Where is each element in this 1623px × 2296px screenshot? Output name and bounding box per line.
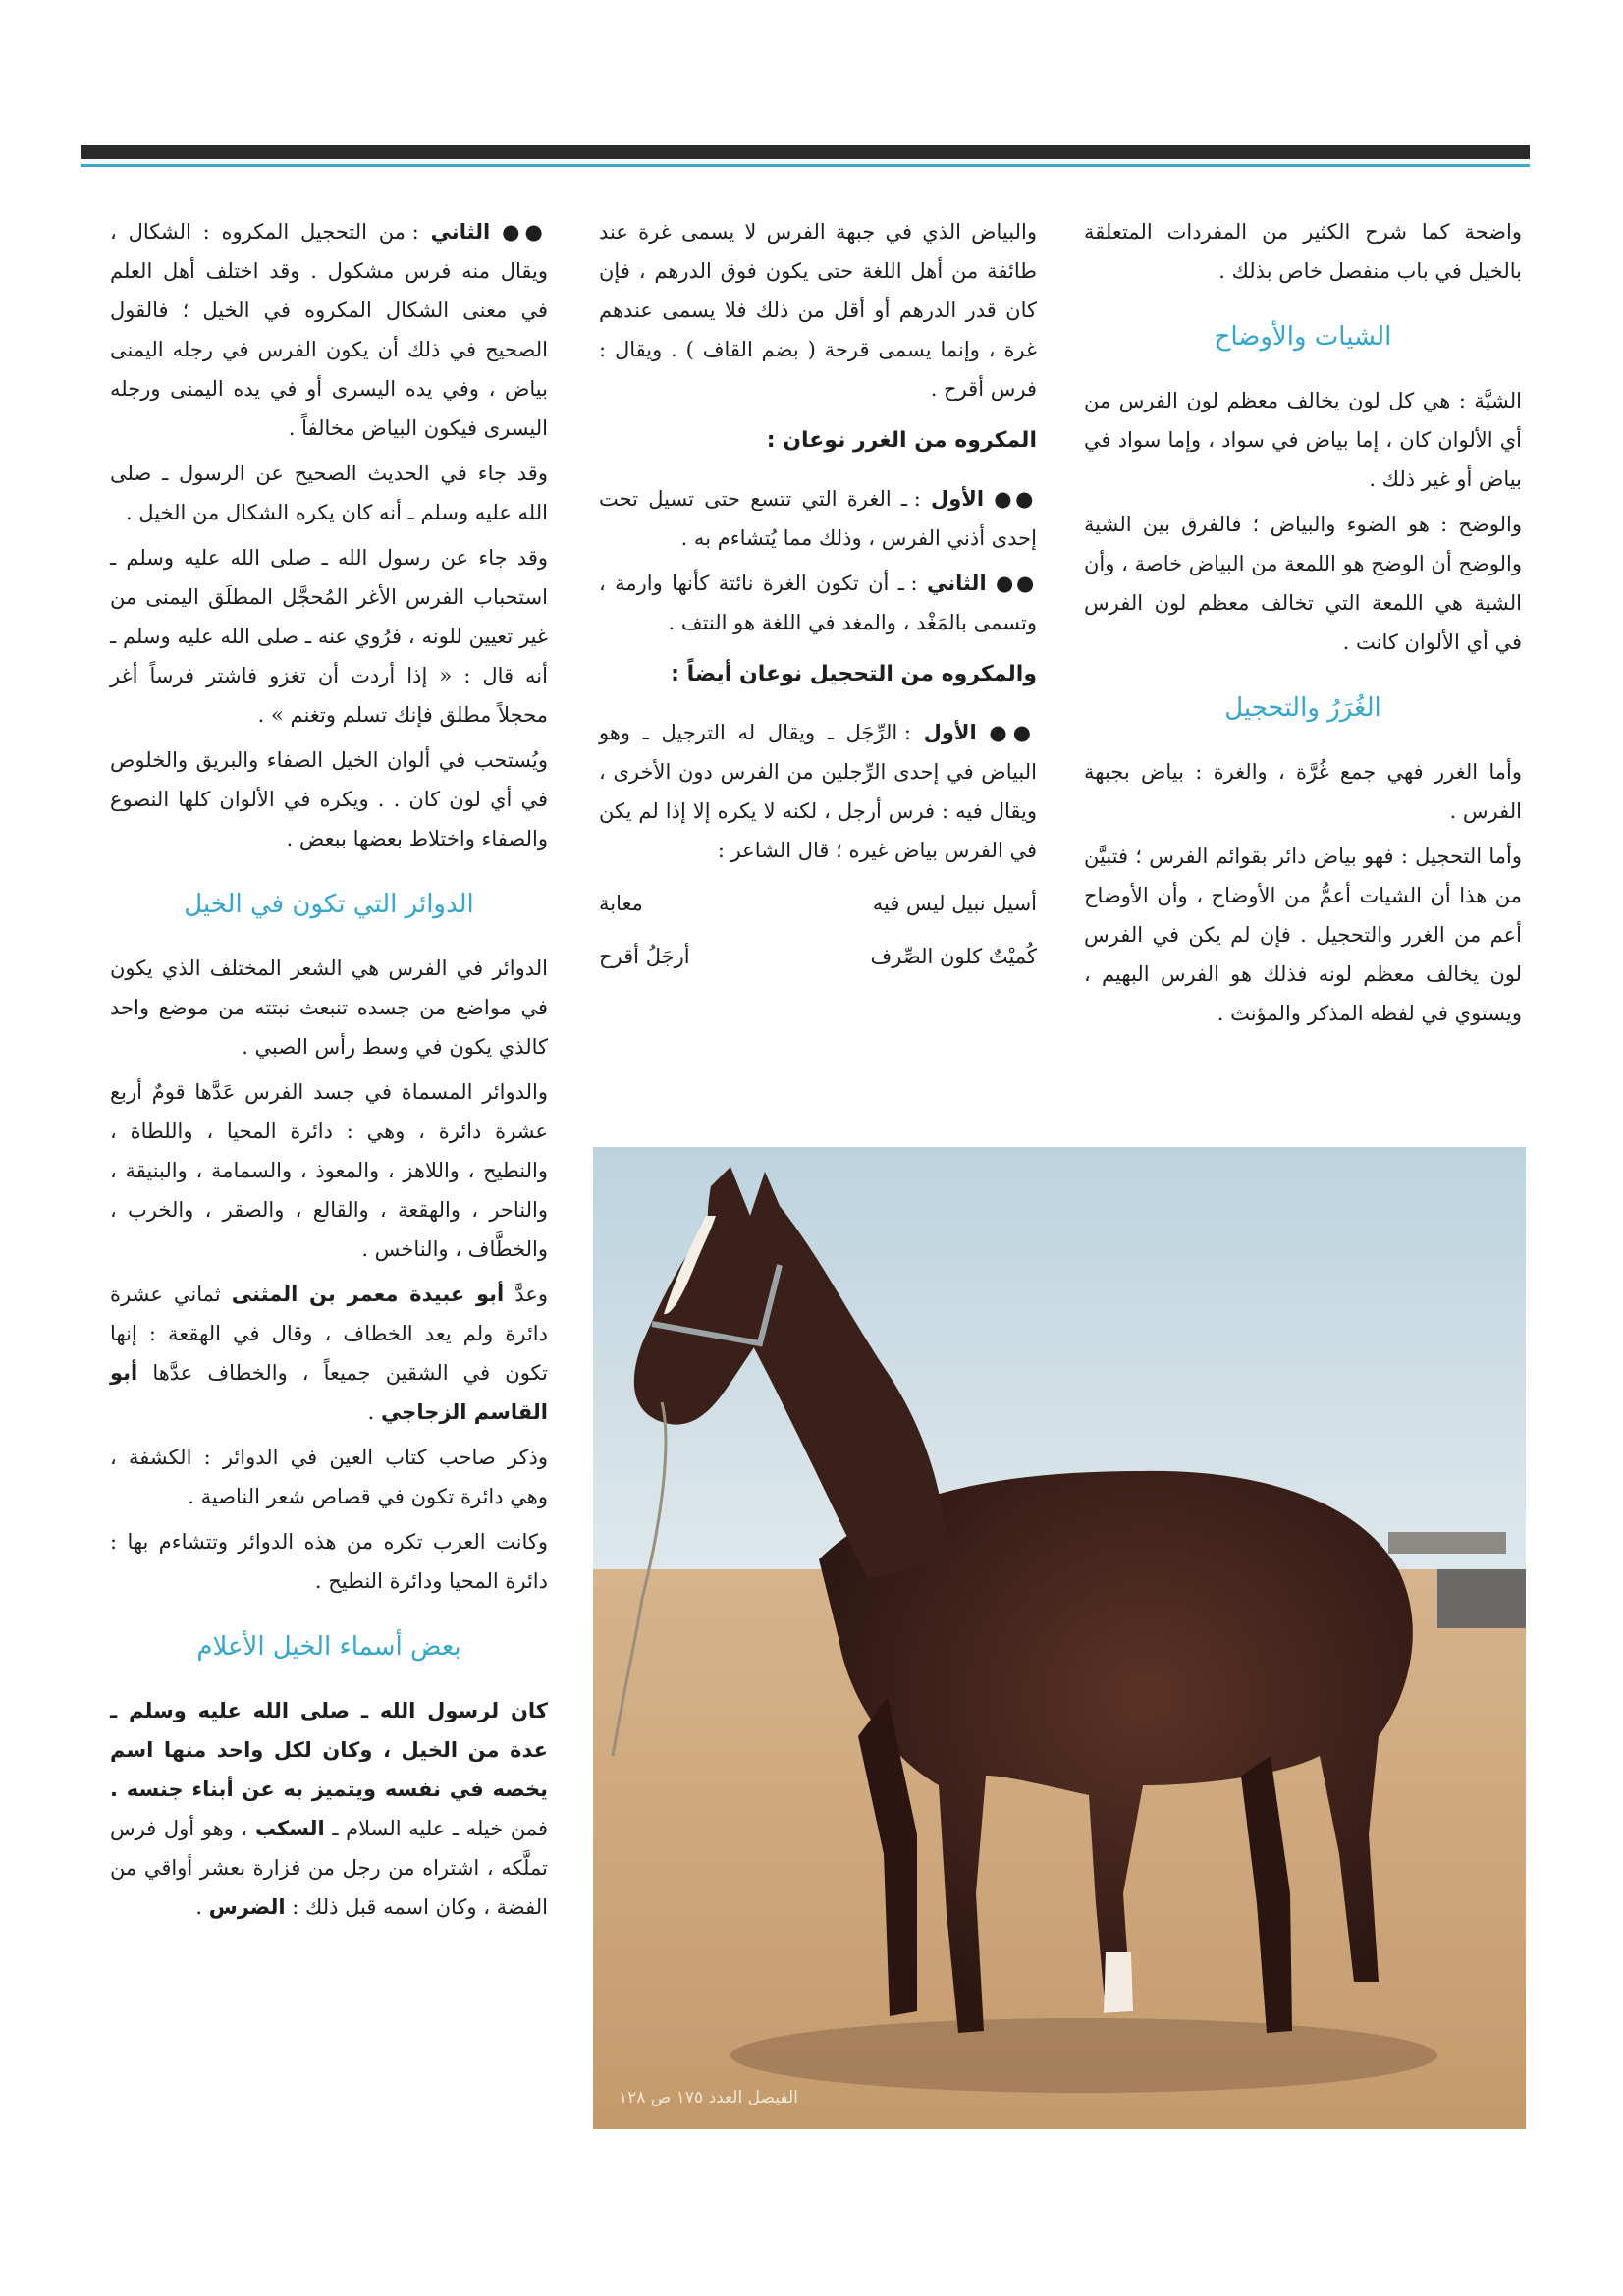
poem-line — [599, 884, 1037, 923]
name-zajjaji: أبو القاسم الزجاجي — [110, 1361, 548, 1424]
paragraph-colors: ويُستحب في ألوان الخيل الصفاء والبريق والخلوص في أي لون كان . . ويكره في الألوان كلها النصوع والصفاء واختلاط بعضها ببعض . — [110, 748, 548, 850]
text-run: وعدَّ — [504, 1283, 548, 1306]
paragraph-dawair: الدوائر في الفرس هي الشعر المختلف الذي يكون في مواضع من جسده تنبعث نبتته من موضع واحد كالذي يكون في وسط رأس الصبي . — [110, 957, 548, 1059]
text-run: فمن خيله ـ عليه السلام ـ — [324, 1817, 548, 1840]
item-label: الأول — [923, 721, 977, 744]
heading-ghurar: الغُرَرُ والتحجيل — [1224, 693, 1381, 723]
paragraph-ghurar: وأما الغرر فهي جمع غُرَّة ، والغرة : بياض بجبهة الفرس . — [1084, 760, 1522, 823]
list-item — [110, 212, 548, 448]
header-accent-rule — [81, 164, 1530, 167]
paragraph-disliked-dawair: وكانت العرب تكره من هذه الدوائر وتتشاءم بها : دائرة المحيا ودائرة النطيح . — [110, 1530, 548, 1593]
bullet-icon: ●● — [989, 721, 1038, 744]
item-text: : الرِّجَل ـ ويقال له الترجيل ـ وهو البياض في إحدى الرِّجلين من الفرس دون الأخرى ، ويقال فيه : فرس أرجل ، لكنه لا يكره إلا إذا لم يكن في الفرس بياض غيره ؛ قال الشاعر : — [599, 721, 1037, 862]
poem-line — [599, 937, 1037, 976]
list-item — [599, 713, 1037, 870]
item-text: : ـ أن تكون الغرة نائتة كأنها وارمة ، وتسمى بالمَغْد ، والمغد في اللغة هو النتف . — [599, 572, 1037, 634]
header-rule — [81, 145, 1530, 159]
text-run: ثماني عشرة دائرة ولم يعد الخطاف ، وقال في الهقعة : إنها تكون في الشقين جميعاً ، والخطاف عدَّها — [110, 1283, 548, 1385]
text-run: . — [195, 1895, 209, 1919]
poem-hemistich: أسيل نبيل ليس فيه — [872, 892, 1037, 915]
page-caption: الفيصل العدد ١٧٥ ص ١٢٨ — [619, 2088, 798, 2107]
item-text: : ـ الغرة التي تتسع حتى تسيل تحت إحدى أذني الفرس ، وذلك مما يُتشاءم به . — [599, 487, 1037, 550]
name-dars: الضرس — [208, 1895, 286, 1919]
item-label: الثاني — [430, 220, 491, 244]
paragraph-horse-names — [110, 1691, 548, 1927]
poem-hemistich: أرجَلُ أقرح — [599, 945, 690, 968]
horse-photo — [593, 1147, 1526, 2129]
name-sakb: السكب — [254, 1817, 325, 1840]
bullet-icon: ●● — [994, 487, 1037, 511]
heading-disliked-tahjil: والمكروه من التحجيل نوعان أيضاً : — [671, 662, 1037, 686]
bullet-icon: ●● — [502, 220, 548, 244]
paragraph-dawair-list: والدوائر المسماة في جسد الفرس عَدَّها قومٌ أربع عشرة دائرة ، وهي : دائرة المحيا ، واللطاة ، والنطيح ، واللاهز ، والمعوذ ، والسمامة ، والبنيقة ، والناحر ، والهقعة ، والقالع ، والصقر ، والخرب ، والخطَّاف ، والناخس . — [110, 1080, 548, 1261]
distant-structure — [1437, 1569, 1526, 1628]
heading-disliked-blazes: المكروه من الغرر نوعان : — [766, 428, 1037, 453]
column-right — [1084, 212, 1522, 1039]
horse-shadow — [730, 2018, 1437, 2093]
poem-hemistich: كُميْتٌ كلون الصِّرف — [870, 945, 1037, 968]
paragraph-abu-ubaida — [110, 1275, 548, 1432]
poem-hemistich: معابة — [599, 892, 643, 915]
item-label: الأول — [930, 487, 985, 511]
item-label: الثاني — [926, 572, 987, 595]
heading-dawair: الدوائر التي تكون في الخيل — [184, 890, 474, 919]
bullet-icon: ●● — [996, 572, 1037, 595]
name-abu-ubaida: أبو عبيدة معمر بن المثنى — [231, 1283, 505, 1306]
heading-shiyat: الشيات والأوضاح — [1214, 322, 1392, 352]
paragraph-kashfa: وذكر صاحب كتاب العين في الدوائر : الكشفة ، وهي دائرة تكون في قصاص شعر الناصية . — [110, 1446, 548, 1508]
paragraph-shiya: الشيَّة : هي كل لون يخالف معظم لون الفرس من أي الألوان كان ، إما بياض في سواد ، وإما سواد في بياض أو غير ذلك . — [1084, 389, 1522, 491]
list-item — [599, 479, 1037, 558]
paragraph-hadith-2: وقد جاء عن رسول الله ـ صلى الله عليه وسلم ـ استحباب الفرس الأغر المُحجَّل المطلَق اليمنى من غير تعيين للونه ، فرُوي عنه ـ صلى الله عليه وسلم ـ أنه قال : « إذا أردت أن تغزو فاشتر فرساً أغر محجلاً مطلق فإنك تسلم وتغنم » . — [110, 546, 548, 727]
paragraph-blaze: والبياض الذي في جبهة الفرس لا يسمى غرة عند طائفة من أهل اللغة حتى يكون فوق الدرهم ، فإن كان قدر الدرهم أو أقل من ذلك فلا يسمى عندهم غرة ، وإنما يسمى قرحة ( بضم القاف ) . ويقال : فرس أقرح . — [599, 220, 1037, 401]
distant-building — [1388, 1532, 1506, 1554]
horse-illustration — [593, 1147, 1526, 2129]
paragraph-hadith: وقد جاء في الحديث الصحيح عن الرسول ـ صلى الله عليه وسلم ـ أنه كان يكره الشكال من الخيل . — [110, 462, 548, 524]
column-middle — [599, 212, 1037, 976]
text-run: ، وهو أول فرس تملَّكه ، اشتراه من رجل من فزارة بعشر أواقي من الفضة ، وكان اسمه قبل ذلك : — [110, 1817, 548, 1919]
column-left — [110, 212, 548, 1933]
paragraph-tahjil: وأما التحجيل : فهو بياض دائر بقوائم الفرس ؛ فتبيَّن من هذا أن الشيات أعمُّ من الأوضاح ، وأن الأوضاح أعم من الغرر والتحجيل . فإن لم يكن في الفرس لون يخالف معظم لونه فذلك هو الفرس البهيم ، ويستوي في لفظه المذكر والمؤنث . — [1084, 845, 1522, 1025]
list-item — [599, 564, 1037, 642]
text-bold: كان لرسول الله ـ صلى الله عليه وسلم ـ عدة من الخيل ، وكان لكل واحد منها اسم يخصه في نفسه ويتميز به عن أبناء جنسه . — [110, 1699, 548, 1801]
white-sock — [1104, 1952, 1133, 2013]
heading-horse-names: بعض أسماء الخيل الأعلام — [196, 1632, 461, 1662]
paragraph-intro: واضحة كما شرح الكثير من المفردات المتعلقة بالخيل في باب منفصل خاص بذلك . — [1084, 220, 1522, 283]
text-run: . — [367, 1400, 381, 1424]
item-text: : من التحجيل المكروه : الشكال ، ويقال منه فرس مشكول . وقد اختلف أهل العلم في معنى الشكال المكروه في الخيل ؛ فالقول الصحيح في ذلك أن يكون الفرس في رجله اليمنى بياض ، وفي يده اليسرى أو في يده اليمنى ورجله اليسرى فيكون البياض مخالفاً . — [110, 220, 548, 440]
paragraph-wadah: والوضح : هو الضوء والبياض ؛ فالفرق بين الشية والوضح أن الوضح هو اللمعة من البياض خاصة ، وأن الشية هي اللمعة التي تخالف معظم لون الفرس في أي الألوان كانت . — [1084, 513, 1522, 654]
